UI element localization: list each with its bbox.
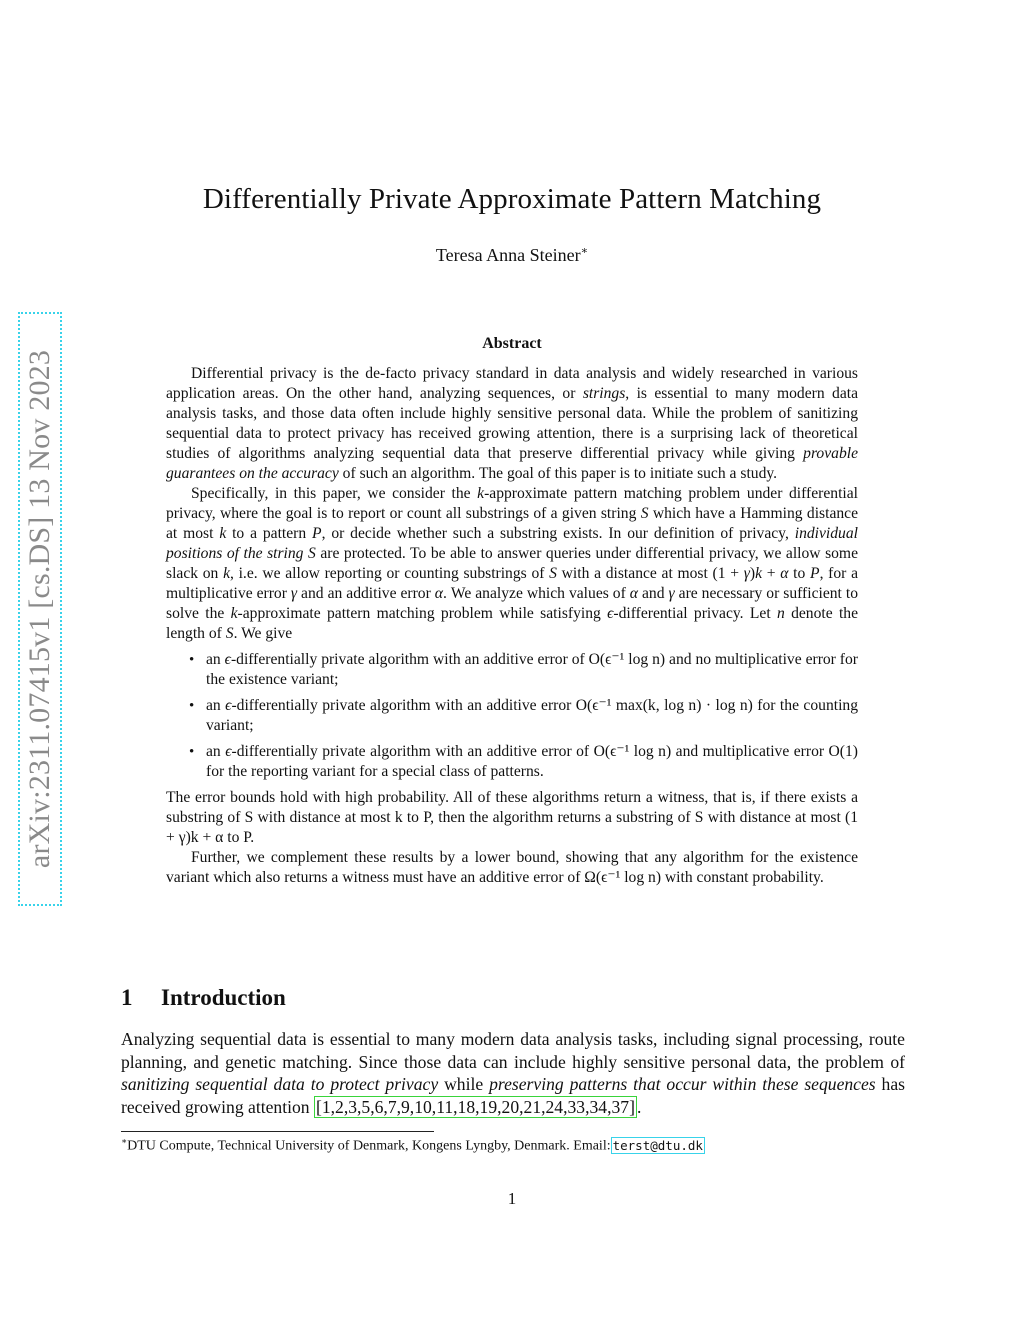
text-run: -differentially private algorithm with an additive error of O(ϵ⁻¹ log n) and multiplicative error O(1) for the reporting variant for a special class of patterns. <box>206 743 858 780</box>
section-title: Introduction <box>161 985 286 1010</box>
math-symbol: γ <box>290 585 298 602</box>
text-run: , for a multiplicative error <box>166 565 858 602</box>
text-run: and an additive error <box>297 585 435 602</box>
abstract-paragraph-2 <box>166 484 858 644</box>
math-symbol: k <box>219 525 227 542</box>
text-run: to <box>788 565 811 582</box>
contribution-item <box>206 650 858 690</box>
paper-title: Differentially Private Approximate Pattern Matching <box>202 183 822 215</box>
math-symbol: α <box>780 565 789 582</box>
math-symbol: ϵ <box>224 651 231 668</box>
arxiv-identifier-stamp[interactable] <box>18 312 62 906</box>
text-run: with a distance at most (1 + <box>556 565 744 582</box>
text-run: Differential privacy is the de-facto privacy standard in data analysis and widely researched in various application areas. On the other hand, analyzing sequences, or <box>166 365 858 402</box>
contribution-item <box>206 742 858 782</box>
footnote <box>121 1136 921 1155</box>
text-run: an <box>206 743 226 760</box>
text-run: -approximate pattern matching problem under differential privacy, where the goal is to report or count all substrings of a given string <box>166 485 858 522</box>
text-run: -differentially private algorithm with an additive error O(ϵ⁻¹ max(k, log n) · log n) for the counting variant; <box>206 697 859 734</box>
footnote-divider <box>121 1131 434 1132</box>
math-symbol: S <box>225 625 234 642</box>
text-run: , or decide whether such a substring exists. In our definition of privacy, <box>321 525 795 542</box>
text-run: has received growing attention <box>121 1074 906 1117</box>
abstract <box>166 334 858 888</box>
emphasis-text: individual positions of the string S <box>166 525 858 562</box>
contribution-list <box>166 650 858 782</box>
text-run: of such an algorithm. The goal of this paper is to initiate such a study. <box>338 465 778 482</box>
text-run: Analyzing sequential data is essential to many modern data analysis tasks, including signal processing, route planning, and genetic matching. Since those data can include highly sensitive personal data, the problem of <box>121 1029 905 1072</box>
text-run: + <box>762 565 781 582</box>
section-heading-introduction <box>121 985 286 1011</box>
introduction-paragraph <box>121 1028 905 1118</box>
citation-links[interactable]: [1,2,3,5,6,7,9,10,11,18,19,20,21,24,33,34,37] <box>315 1096 635 1117</box>
abstract-paragraph-4: Further, we complement these results by a lower bound, showing that any algorithm for the existence variant which also returns a witness must have an additive error of Ω(ϵ⁻¹ log n) with constant probability. <box>166 849 858 886</box>
text-run: . We give <box>233 625 293 642</box>
text-run: which have a Hamming distance at most <box>166 505 859 542</box>
abstract-paragraph-3: The error bounds hold with high probability. All of these algorithms return a witness, that is, if there exists a substring of S with distance at most k to P, then the algorithm returns a substring of S with distance at most (1 + γ)k + α to P. <box>166 789 858 846</box>
math-symbol: n <box>776 605 785 622</box>
emphasis-text: strings <box>582 385 626 402</box>
math-symbol: ϵ <box>607 605 614 622</box>
math-symbol: ϵ <box>225 697 232 714</box>
text-run: are necessary or sufficient to solve the <box>166 585 858 622</box>
arxiv-identifier-text: arXiv:2311.07415v1 [cs.DS] 13 Nov 2023 <box>23 349 56 869</box>
emphasis-text: preserving patterns that occur within these sequences <box>489 1074 876 1094</box>
section-number: 1 <box>121 985 133 1010</box>
text-run: and <box>637 585 669 602</box>
abstract-paragraph-1 <box>166 364 858 484</box>
math-symbol: ϵ <box>225 743 232 760</box>
emphasis-text: sanitizing sequential data to protect privacy <box>121 1074 439 1094</box>
math-symbol: S <box>640 505 649 522</box>
email-link[interactable]: terst@dtu.dk <box>612 1137 703 1153</box>
text-run: . We analyze which values of <box>442 585 630 602</box>
footnote-mark: ∗ <box>121 1136 128 1146</box>
text-run: , is essential to many modern data analysis tasks, and those data often include highly sensitive personal data. While the problem of sanitizing sequential data to protect privacy has received growing attention, there is a surprising lack of theoretical studies of algorithms analyzing sequential data that preserve differential privacy while giving <box>166 385 859 462</box>
math-symbol: γ <box>668 585 675 602</box>
author-name: Teresa Anna Steiner <box>435 245 581 265</box>
contribution-item <box>206 696 858 736</box>
text-run: an <box>206 651 225 668</box>
math-symbol: P <box>810 565 820 582</box>
math-symbol: α <box>629 585 638 602</box>
text-run: while <box>438 1074 490 1094</box>
text-run: -approximate pattern matching problem while satisfying <box>237 605 608 622</box>
math-symbol: S <box>549 565 557 582</box>
text-run: ) <box>749 565 756 582</box>
text-run: denote the length of <box>166 605 859 642</box>
emphasis-text: provable guarantees on the accuracy <box>166 445 858 482</box>
text-run: . <box>636 1096 642 1117</box>
math-symbol: k <box>755 565 763 582</box>
text-run: -differential privacy. Let <box>613 605 777 622</box>
abstract-heading: Abstract <box>482 335 542 352</box>
footnote-text: DTU Compute, Technical University of Denmark, Kongens Lyngby, Denmark. Email: <box>127 1138 611 1154</box>
math-symbol: γ <box>743 565 750 582</box>
text-run: , i.e. we allow reporting or counting substrings of <box>229 565 550 582</box>
math-symbol: k <box>230 605 238 622</box>
author-line <box>0 244 1024 266</box>
math-symbol: k <box>223 565 230 582</box>
page-number: 1 <box>507 1189 517 1208</box>
text-run: -differentially private algorithm with an additive error of O(ϵ⁻¹ log n) and no multiplicative error for the existence variant; <box>206 651 858 688</box>
text-run: Specifically, in this paper, we consider the <box>191 485 478 502</box>
math-symbol: P <box>312 525 322 542</box>
text-run: to a pattern <box>226 525 313 542</box>
math-symbol: α <box>434 585 443 602</box>
math-symbol: k <box>477 485 485 502</box>
author-footnote-mark[interactable]: ∗ <box>580 245 589 257</box>
text-run: an <box>206 697 226 714</box>
text-run: are protected. To be able to answer queries under differential privacy, we allow some slack on <box>166 545 858 582</box>
